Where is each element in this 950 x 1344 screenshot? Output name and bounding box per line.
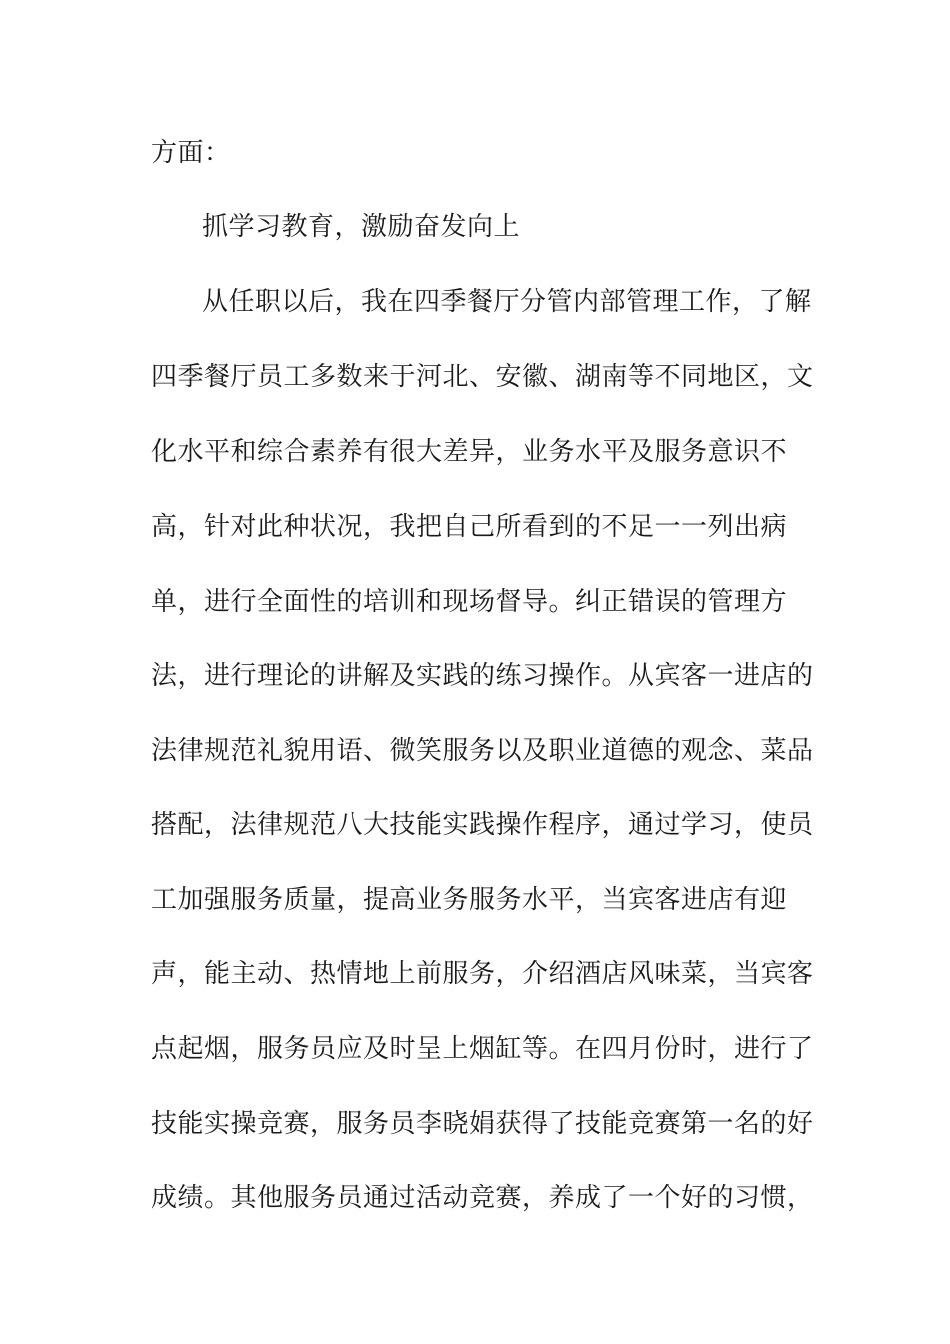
- paragraph-line: 法，进行理论的讲解及实践的练习操作。从宾客一进店的: [151, 661, 814, 691]
- paragraph-line: 搭配，法律规范八大技能实践操作程序，通过学习，使员: [151, 810, 814, 840]
- paragraph-line: 法律规范礼貌用语、微笑服务以及职业道德的观念、菜品: [151, 736, 814, 766]
- paragraph-line: 点起烟，服务员应及时呈上烟缸等。在四月份时，进行了: [151, 1034, 814, 1064]
- paragraph-line: 工加强服务质量，提高业务服务水平，当宾客进店有迎: [151, 885, 788, 915]
- paragraph-line: 单，进行全面性的培训和现场督导。纠正错误的管理方: [151, 587, 788, 617]
- paragraph-line: 高，针对此种状况，我把自己所看到的不足一一列出病: [151, 512, 788, 542]
- paragraph-line: 化水平和综合素养有很大差异，业务水平及服务意识不: [151, 437, 788, 467]
- paragraph-line: 成绩。其他服务员通过活动竞赛，养成了一个好的习惯，: [151, 1183, 814, 1213]
- paragraph-line: 从任职以后，我在四季餐厅分管内部管理工作，了解: [202, 287, 812, 317]
- section-subheading: 抓学习教育，激励奋发向上: [202, 212, 521, 242]
- paragraph-line: 四季餐厅员工多数来于河北、安徽、湖南等不同地区，文: [151, 362, 814, 392]
- paragraph-line: 声，能主动、热情地上前服务，介绍酒店风味菜，当宾客: [151, 959, 814, 989]
- heading-tail: 方面：: [151, 138, 231, 168]
- paragraph-line: 技能实操竞赛，服务员李晓娟获得了技能竞赛第一名的好: [151, 1109, 814, 1139]
